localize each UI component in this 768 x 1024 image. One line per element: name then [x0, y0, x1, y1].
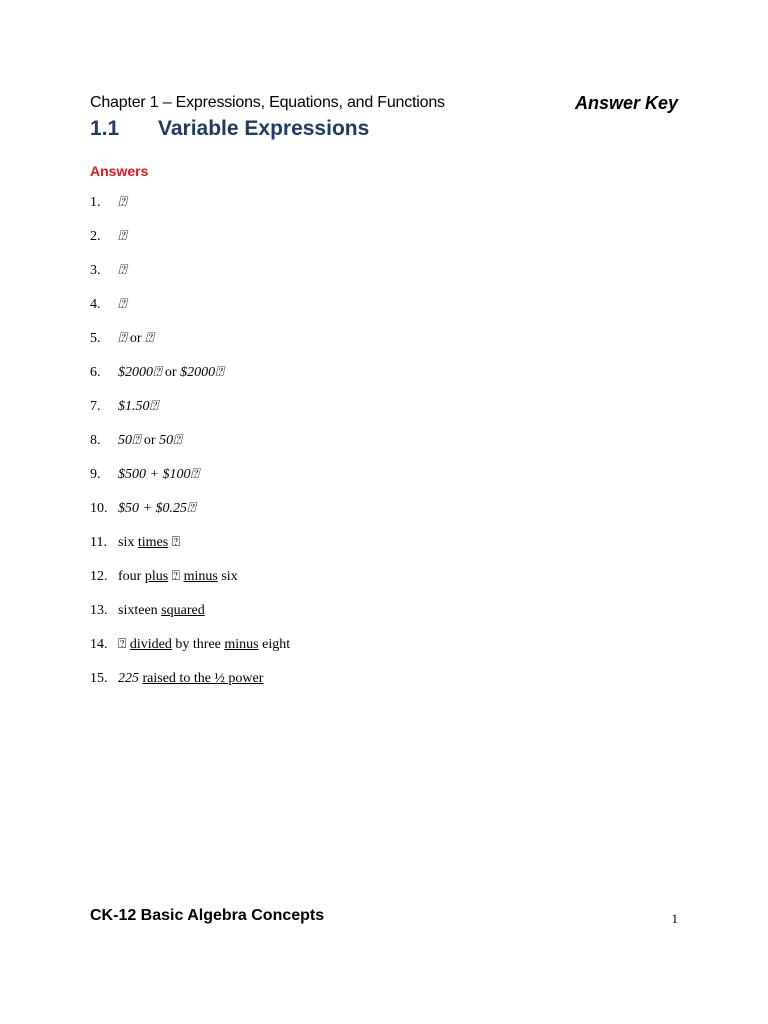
answer-number: 12.	[90, 569, 108, 584]
answer-text: six	[217, 569, 238, 584]
answer-text: $2000⍰	[180, 365, 224, 380]
answer-text: ⍰	[118, 229, 127, 244]
answer-item	[90, 193, 678, 227]
answer-text: ⍰	[118, 297, 127, 312]
answer-item	[90, 533, 678, 567]
answer-connector: or	[126, 331, 146, 346]
answer-number: 4.	[90, 297, 101, 312]
answer-text: sixteen	[118, 603, 162, 618]
answer-item	[90, 227, 678, 261]
footer-title: CK-12 Basic Algebra Concepts	[90, 907, 325, 924]
answer-text: ⍰	[118, 331, 127, 346]
answer-item	[90, 669, 678, 703]
answer-number: 13.	[90, 603, 108, 618]
answer-number: 2.	[90, 229, 101, 244]
answer-text: $500 + $100⍰	[118, 467, 199, 482]
answer-item	[90, 295, 678, 329]
answer-text: ⍰	[118, 637, 130, 652]
answer-number: 14.	[90, 637, 108, 652]
answer-item	[90, 261, 678, 295]
answer-text: eight	[258, 637, 291, 652]
answer-text: ⍰	[168, 535, 181, 550]
answer-text: ⍰	[145, 331, 154, 346]
answer-item	[90, 397, 678, 431]
page-footer	[90, 907, 678, 931]
answer-item	[90, 363, 678, 397]
operation-keyword: plus	[144, 569, 169, 584]
operation-keyword: squared	[161, 603, 205, 618]
answer-text: $50 + $0.25⍰	[118, 501, 196, 516]
answer-item	[90, 431, 678, 465]
answer-text: $2000⍰	[118, 365, 162, 380]
operation-keyword: minus	[224, 637, 259, 652]
answer-text: by three	[171, 637, 225, 652]
answer-text: ⍰	[118, 263, 127, 278]
answer-text: six	[118, 535, 138, 550]
operation-keyword: times	[137, 535, 169, 550]
section-heading	[90, 117, 369, 141]
answer-item	[90, 567, 678, 601]
answer-item	[90, 635, 678, 669]
answer-text: $1.50⍰	[118, 399, 158, 414]
answer-number: 15.	[90, 671, 108, 686]
answer-text: ⍰	[168, 569, 184, 584]
answer-text: 50⍰	[118, 433, 141, 448]
answer-number: 10.	[90, 501, 108, 516]
section-title: Variable Expressions	[158, 117, 370, 140]
answer-item	[90, 601, 678, 635]
answer-text: ⍰	[118, 195, 127, 210]
answer-number: 9.	[90, 467, 101, 482]
answer-text: 225	[118, 671, 139, 686]
chapter-title: Chapter 1 – Expressions, Equations, and Functions	[90, 94, 445, 111]
answer-number: 11.	[90, 535, 107, 550]
answer-number: 6.	[90, 365, 101, 380]
section-number: 1.1	[90, 117, 120, 140]
answers-label: Answers	[90, 163, 149, 179]
answer-key-label: Answer Key	[574, 93, 678, 113]
answer-list	[90, 193, 678, 703]
operation-keyword: raised to the ½ power	[142, 671, 264, 686]
answer-text: four	[118, 569, 145, 584]
answer-item	[90, 465, 678, 499]
answer-item	[90, 329, 678, 363]
answer-item	[90, 499, 678, 533]
answer-number: 5.	[90, 331, 101, 346]
operation-keyword: minus	[183, 569, 218, 584]
answer-number: 1.	[90, 195, 101, 210]
answer-text: 50⍰	[159, 433, 182, 448]
page-number: 1	[671, 911, 678, 926]
answer-connector: or	[140, 433, 160, 448]
answer-number: 7.	[90, 399, 101, 414]
answer-connector: or	[161, 365, 181, 380]
answer-number: 8.	[90, 433, 101, 448]
answer-number: 3.	[90, 263, 101, 278]
operation-keyword: divided	[129, 637, 172, 652]
page-header	[90, 94, 678, 118]
